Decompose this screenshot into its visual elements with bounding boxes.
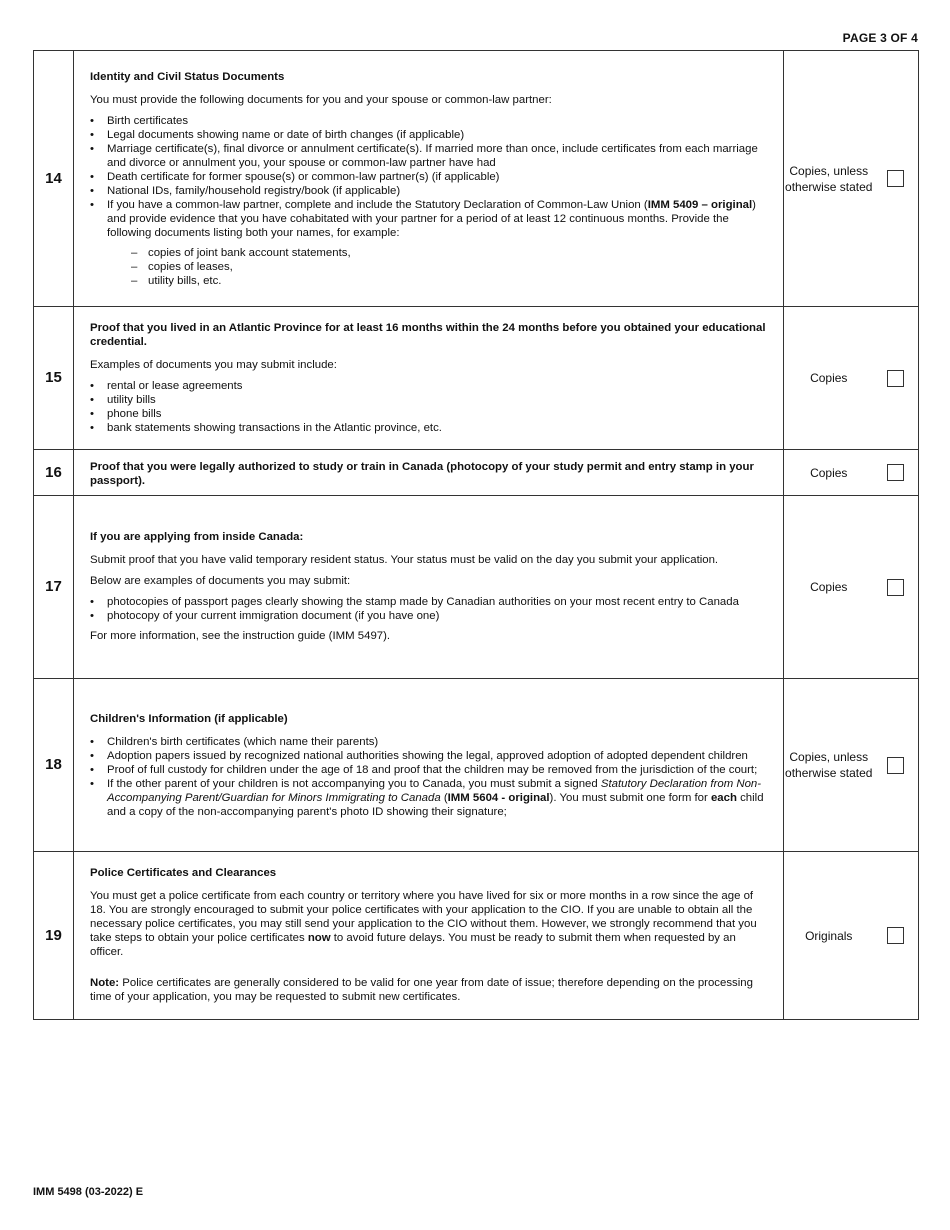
- list-item: • Marriage certificate(s), final divorce or annulment certificate(s). If married more than once, include certificates from each marriage and divorce or annulment you, your spouse or common-law partner have had: [90, 142, 769, 170]
- text-fragment: Police certificates are generally considered to be valid for one year from date of issue; therefore depending on the processing time of your application, you may be requested to submit new certificates.: [90, 977, 753, 1003]
- checklist-row-19: [34, 852, 919, 1020]
- list-item: • Birth certificates: [90, 114, 769, 128]
- text-fragment: You must get a police certificate from each country or territory where you have lived for six or more months in a row since the age of 18. You are strongly encouraged to submit your police certificates with your application to the CIO. If you are unable to obtain all the necessary police certificates, you may still send your application to the CIO without them. However, we strongly recommend that you take steps to obtain your police certificates: [90, 890, 757, 944]
- text-fragment: If the other parent of your children is not accompanying you to Canada, you must submit a signed: [107, 777, 601, 790]
- section-heading: If you are applying from inside Canada:: [90, 531, 304, 543]
- section-heading: Identity and Civil Status Documents: [90, 70, 285, 83]
- row-description: [74, 852, 784, 1020]
- form-reference: IMM 5604 - original: [447, 791, 550, 804]
- checkbox-cell: [874, 307, 919, 450]
- list-item: • utility bills: [90, 393, 769, 407]
- row-number: 16: [34, 450, 74, 496]
- list-item: • bank statements showing transactions in the Atlantic province, etc.: [90, 421, 769, 435]
- checklist-row-18: [34, 679, 919, 852]
- copy-type: Copies: [784, 450, 874, 496]
- row-description: [74, 307, 784, 450]
- checkbox-14[interactable]: [887, 170, 904, 187]
- row-description: [74, 496, 784, 679]
- list-item: • Death certificate for former spouse(s) or common-law partner(s) (if applicable): [90, 170, 769, 184]
- text-fragment: child and a copy of the non-accompanying parent's photo ID showing their signature;: [107, 791, 764, 818]
- copy-type: Copies, unless otherwise stated: [784, 679, 874, 852]
- row-number: 15: [34, 307, 74, 450]
- copy-type: Originals: [784, 852, 874, 1020]
- sub-list: [107, 246, 769, 288]
- document-list: [90, 595, 769, 623]
- sub-list-item: – utility bills, etc.: [131, 274, 769, 288]
- instruction-guide-note: For more information, see the instruction guide (IMM 5497).: [90, 630, 391, 642]
- note-label: Note:: [90, 977, 120, 989]
- section-heading: Proof that you were legally authorized to study or train in Canada (photocopy of your study permit and entry stamp in your passport).: [90, 460, 754, 487]
- form-title: Statutory Declaration from Non-Accompanying Parent/Guardian for Minors Immigrating to Canada: [107, 777, 762, 804]
- row-number: 14: [34, 51, 74, 307]
- document-checklist-table: [33, 50, 919, 1020]
- copy-type: Copies: [784, 307, 874, 450]
- emphasis: now: [307, 932, 331, 944]
- note: [90, 976, 769, 1004]
- row-number: 17: [34, 496, 74, 679]
- page-number: PAGE 3 OF 4: [842, 31, 918, 45]
- checklist-row-17: [34, 496, 919, 679]
- checkbox-16[interactable]: [887, 464, 904, 481]
- list-item-common-law: [90, 198, 769, 288]
- checkbox-cell: [874, 496, 919, 679]
- row-number: 19: [34, 852, 74, 1020]
- row-description: [74, 51, 784, 307]
- paragraph: [90, 889, 769, 959]
- checkbox-cell: [874, 450, 919, 496]
- row-description: [74, 450, 784, 496]
- checklist-row-16: [34, 450, 919, 496]
- text-fragment: If you have a common-law partner, complete and include the Statutory Declaration of Common-Law Union (: [107, 198, 648, 211]
- list-item: • photocopies of passport pages clearly showing the stamp made by Canadian authorities on your most recent entry to Canada: [90, 595, 769, 609]
- list-item: • rental or lease agreements: [90, 379, 769, 393]
- list-item: • phone bills: [90, 407, 769, 421]
- list-item: • National IDs, family/household registry/book (if applicable): [90, 184, 769, 198]
- section-heading: Children's Information (if applicable): [90, 712, 288, 725]
- intro-text: You must provide the following documents for you and your spouse or common-law partner:: [90, 93, 552, 106]
- list-item: • photocopy of your current immigration document (if you have one): [90, 609, 769, 623]
- list-item: • Proof of full custody for children under the age of 18 and proof that the children may be removed from the jurisdiction of the court;: [90, 763, 769, 777]
- row-description: [74, 679, 784, 852]
- sub-list-item: – copies of leases,: [131, 260, 769, 274]
- text-fragment: ) and provide evidence that you have cohabitated with your partner for a period of at least 12 continuous months. Provide the following documents listing both your names, for example:: [107, 198, 756, 239]
- checkbox-18[interactable]: [887, 757, 904, 774]
- list-item: • Adoption papers issued by recognized national authorities showing the legal, approved adoption of adopted dependent children: [90, 749, 769, 763]
- list-item: • Legal documents showing name or date of birth changes (if applicable): [90, 128, 769, 142]
- form-reference: IMM 5409 – original: [647, 198, 753, 211]
- checklist-row-15: [34, 307, 919, 450]
- text-fragment: to avoid future delays. You must be ready to submit them when requested by an officer.: [90, 932, 736, 958]
- row-number: 18: [34, 679, 74, 852]
- checkbox-cell: [874, 679, 919, 852]
- list-item-non-accompanying-parent: [90, 777, 769, 819]
- copy-type: Copies, unless otherwise stated: [784, 51, 874, 307]
- text-fragment: ). You must submit one form for: [549, 791, 711, 804]
- checklist-row-14: [34, 51, 919, 307]
- paragraph: Submit proof that you have valid temporary resident status. Your status must be valid on the day you submit your application.: [90, 554, 719, 566]
- paragraph: Below are examples of documents you may submit:: [90, 575, 351, 587]
- section-heading: Police Certificates and Clearances: [90, 867, 277, 879]
- document-list: [90, 114, 769, 288]
- document-list: [90, 379, 769, 435]
- text-fragment: (: [440, 791, 448, 804]
- list-item: • Children's birth certificates (which name their parents): [90, 735, 769, 749]
- intro-text: Examples of documents you may submit include:: [90, 359, 337, 371]
- document-list: [90, 735, 769, 819]
- checkbox-19[interactable]: [887, 927, 904, 944]
- checkbox-15[interactable]: [887, 370, 904, 387]
- checkbox-cell: [874, 852, 919, 1020]
- checkbox-17[interactable]: [887, 579, 904, 596]
- checkbox-cell: [874, 51, 919, 307]
- form-code: IMM 5498 (03-2022) E: [33, 1186, 144, 1198]
- copy-type: Copies: [784, 496, 874, 679]
- section-heading: Proof that you lived in an Atlantic Province for at least 16 months within the 24 months before you obtained your educational credential.: [90, 322, 766, 348]
- sub-list-item: – copies of joint bank account statements,: [131, 246, 769, 260]
- emphasis: each: [710, 791, 737, 804]
